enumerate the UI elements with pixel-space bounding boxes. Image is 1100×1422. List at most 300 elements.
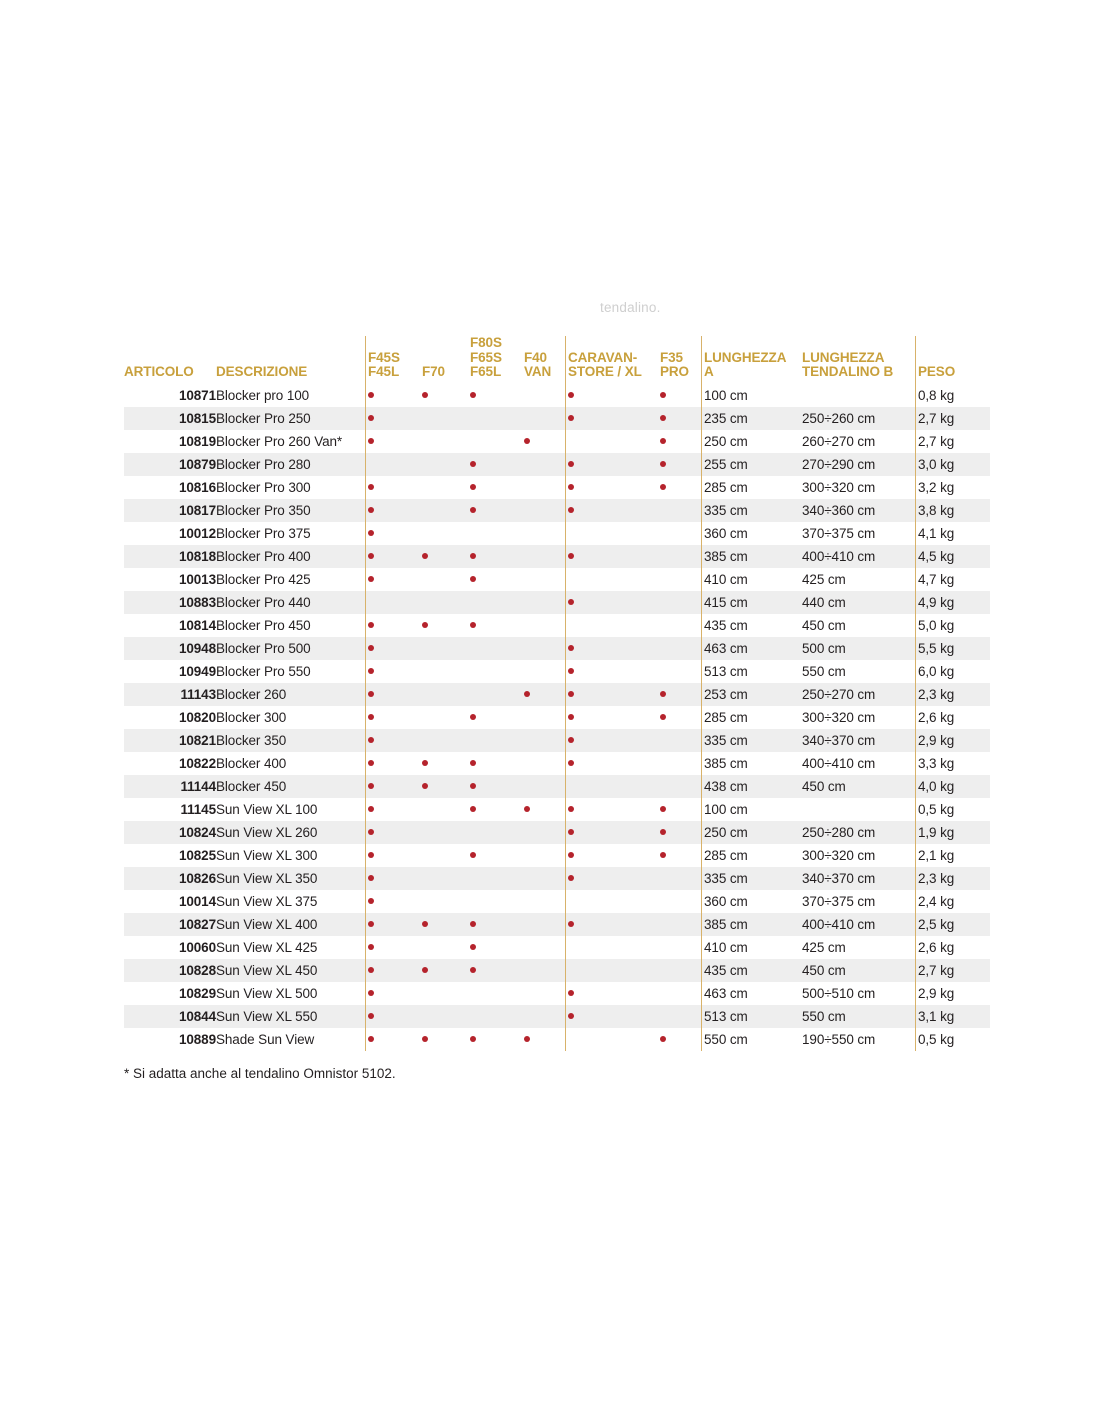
cell-compat-f45	[368, 913, 422, 936]
cell-lunghezza-a: 360 cm	[704, 890, 802, 913]
compatibility-dot-icon	[470, 783, 476, 789]
compatibility-dot-icon	[368, 530, 374, 536]
cell-compat-f70	[422, 476, 470, 499]
cell-peso: 2,9 kg	[918, 982, 990, 1005]
cell-lunghezza-a: 550 cm	[704, 1028, 802, 1051]
cell-peso: 3,1 kg	[918, 1005, 990, 1028]
cell-compat-f70	[422, 453, 470, 476]
cell-compat-f45	[368, 660, 422, 683]
cell-descrizione: Blocker Pro 550	[216, 660, 368, 683]
cell-compat-f45	[368, 614, 422, 637]
cell-peso: 0,5 kg	[918, 798, 990, 821]
cell-compat-f35	[660, 775, 704, 798]
cell-peso: 5,0 kg	[918, 614, 990, 637]
cell-compat-f35	[660, 522, 704, 545]
cell-compat-caravanstore	[568, 913, 660, 936]
cell-descrizione: Blocker Pro 500	[216, 637, 368, 660]
cell-compat-f35	[660, 591, 704, 614]
cell-peso: 3,2 kg	[918, 476, 990, 499]
cell-compat-f80	[470, 545, 524, 568]
cell-peso: 4,5 kg	[918, 545, 990, 568]
cell-compat-f40	[524, 384, 568, 407]
col-header-f45: F45S F45L	[368, 349, 400, 380]
cell-compat-f35	[660, 568, 704, 591]
cell-peso: 5,5 kg	[918, 637, 990, 660]
cell-compat-f35	[660, 1005, 704, 1028]
cell-compat-f40	[524, 453, 568, 476]
cell-compat-caravanstore	[568, 844, 660, 867]
col-header-f40-van: F40 VAN	[524, 349, 552, 380]
compatibility-dot-icon	[568, 714, 574, 720]
cell-lunghezza-a: 250 cm	[704, 821, 802, 844]
table-row	[124, 775, 990, 798]
table-row	[124, 821, 990, 844]
col-header-f35-pro: F35 PRO	[660, 349, 689, 380]
cell-compat-f40	[524, 407, 568, 430]
cell-compat-f70	[422, 384, 470, 407]
cell-lunghezza-b: 550 cm	[802, 660, 918, 683]
cell-articolo: 10817	[124, 499, 216, 522]
cell-lunghezza-b: 440 cm	[802, 591, 918, 614]
compatibility-dot-icon	[568, 1013, 574, 1019]
cell-compat-caravanstore	[568, 545, 660, 568]
cell-lunghezza-b: 400÷410 cm	[802, 752, 918, 775]
col-header-peso: PESO	[918, 364, 956, 380]
cell-descrizione: Sun View XL 550	[216, 1005, 368, 1028]
table-row	[124, 729, 990, 752]
cell-compat-f70	[422, 798, 470, 821]
cell-compat-f70	[422, 706, 470, 729]
cell-compat-f35	[660, 545, 704, 568]
table-body	[124, 384, 990, 1051]
compatibility-dot-icon	[422, 1036, 428, 1042]
compatibility-dot-icon	[568, 760, 574, 766]
cell-peso: 2,4 kg	[918, 890, 990, 913]
cell-lunghezza-b: 450 cm	[802, 959, 918, 982]
cell-lunghezza-a: 415 cm	[704, 591, 802, 614]
compatibility-dot-icon	[368, 553, 374, 559]
compatibility-dot-icon	[660, 392, 666, 398]
cell-compat-caravanstore	[568, 798, 660, 821]
cell-articolo: 10889	[124, 1028, 216, 1051]
cell-peso: 6,0 kg	[918, 660, 990, 683]
cell-compat-f80	[470, 591, 524, 614]
cell-compat-f40	[524, 729, 568, 752]
col-header-descrizione: DESCRIZIONE	[216, 364, 308, 380]
table-row	[124, 1005, 990, 1028]
product-spec-table	[124, 336, 990, 1051]
cell-lunghezza-b	[802, 798, 918, 821]
cell-compat-f45	[368, 844, 422, 867]
cell-lunghezza-b: 300÷320 cm	[802, 844, 918, 867]
cell-lunghezza-b: 400÷410 cm	[802, 913, 918, 936]
table-row	[124, 798, 990, 821]
cell-compat-f80	[470, 476, 524, 499]
table-row	[124, 522, 990, 545]
cell-compat-f45	[368, 384, 422, 407]
cell-compat-f40	[524, 913, 568, 936]
cell-compat-f35	[660, 430, 704, 453]
cell-compat-f70	[422, 1005, 470, 1028]
cell-compat-f45	[368, 637, 422, 660]
compatibility-dot-icon	[368, 507, 374, 513]
cell-compat-f70	[422, 568, 470, 591]
cell-compat-f40	[524, 798, 568, 821]
cell-compat-f45	[368, 752, 422, 775]
cell-lunghezza-b: 425 cm	[802, 936, 918, 959]
cell-articolo: 10824	[124, 821, 216, 844]
compatibility-dot-icon	[568, 553, 574, 559]
compatibility-dot-icon	[368, 806, 374, 812]
compatibility-dot-icon	[368, 829, 374, 835]
compatibility-dot-icon	[422, 760, 428, 766]
cell-lunghezza-b: 190÷550 cm	[802, 1028, 918, 1051]
compatibility-dot-icon	[368, 1036, 374, 1042]
cell-peso: 2,3 kg	[918, 683, 990, 706]
cell-compat-caravanstore	[568, 660, 660, 683]
col-header-f80-f65: F80S F65S F65L	[470, 335, 502, 380]
cell-compat-f70	[422, 775, 470, 798]
col-header-lunghezza-a: LUNGHEZZA A	[704, 349, 787, 380]
compatibility-dot-icon	[470, 484, 476, 490]
cell-compat-f70	[422, 729, 470, 752]
cell-compat-f45	[368, 982, 422, 1005]
cell-compat-f35	[660, 821, 704, 844]
compatibility-dot-icon	[422, 553, 428, 559]
compatibility-dot-icon	[368, 944, 374, 950]
compatibility-dot-icon	[568, 806, 574, 812]
table-row	[124, 959, 990, 982]
column-rule-left	[365, 336, 366, 1051]
cell-compat-caravanstore	[568, 522, 660, 545]
compatibility-dot-icon	[660, 415, 666, 421]
compatibility-dot-icon	[368, 415, 374, 421]
cell-peso: 2,6 kg	[918, 936, 990, 959]
cell-lunghezza-a: 435 cm	[704, 959, 802, 982]
cell-compat-caravanstore	[568, 683, 660, 706]
cell-compat-f45	[368, 729, 422, 752]
cell-compat-f70	[422, 959, 470, 982]
column-rule-right	[701, 336, 702, 1051]
cell-compat-f80	[470, 384, 524, 407]
cell-descrizione: Sun View XL 260	[216, 821, 368, 844]
compatibility-dot-icon	[368, 1013, 374, 1019]
compatibility-dot-icon	[470, 507, 476, 513]
cell-compat-f45	[368, 476, 422, 499]
cell-compat-f80	[470, 821, 524, 844]
compatibility-dot-icon	[568, 392, 574, 398]
cell-articolo: 10820	[124, 706, 216, 729]
cell-compat-f70	[422, 867, 470, 890]
cell-compat-f40	[524, 476, 568, 499]
compatibility-dot-icon	[470, 461, 476, 467]
cell-lunghezza-b: 425 cm	[802, 568, 918, 591]
cell-compat-f70	[422, 499, 470, 522]
cell-compat-f70	[422, 913, 470, 936]
cell-lunghezza-a: 285 cm	[704, 706, 802, 729]
cell-compat-f40	[524, 683, 568, 706]
cell-lunghezza-a: 335 cm	[704, 729, 802, 752]
cell-lunghezza-a: 100 cm	[704, 798, 802, 821]
compatibility-dot-icon	[422, 392, 428, 398]
table-row	[124, 913, 990, 936]
table-row	[124, 1028, 990, 1051]
cell-compat-f80	[470, 798, 524, 821]
cell-lunghezza-b: 500 cm	[802, 637, 918, 660]
compatibility-dot-icon	[568, 921, 574, 927]
cell-compat-f40	[524, 545, 568, 568]
cell-descrizione: Blocker Pro 450	[216, 614, 368, 637]
cell-compat-f80	[470, 637, 524, 660]
cell-compat-caravanstore	[568, 867, 660, 890]
table-row	[124, 407, 990, 430]
compatibility-dot-icon	[660, 1036, 666, 1042]
compatibility-dot-icon	[470, 553, 476, 559]
compatibility-dot-icon	[568, 415, 574, 421]
cell-compat-f45	[368, 430, 422, 453]
col-header-articolo: ARTICOLO	[124, 364, 194, 380]
cell-articolo: 10814	[124, 614, 216, 637]
cell-compat-f80	[470, 683, 524, 706]
cell-articolo: 10828	[124, 959, 216, 982]
table-row	[124, 591, 990, 614]
cell-compat-f45	[368, 821, 422, 844]
cell-lunghezza-a: 435 cm	[704, 614, 802, 637]
cell-lunghezza-a: 100 cm	[704, 384, 802, 407]
cell-compat-f35	[660, 637, 704, 660]
cell-compat-f45	[368, 683, 422, 706]
cell-compat-f70	[422, 844, 470, 867]
compatibility-dot-icon	[660, 461, 666, 467]
cell-peso: 2,6 kg	[918, 706, 990, 729]
cell-compat-caravanstore	[568, 568, 660, 591]
cell-compat-f80	[470, 913, 524, 936]
cell-compat-f35	[660, 890, 704, 913]
cell-descrizione: Sun View XL 500	[216, 982, 368, 1005]
cell-compat-f40	[524, 637, 568, 660]
cell-compat-f40	[524, 867, 568, 890]
cell-compat-caravanstore	[568, 706, 660, 729]
cell-compat-f35	[660, 660, 704, 683]
compatibility-dot-icon	[660, 714, 666, 720]
cell-compat-f70	[422, 683, 470, 706]
cell-peso: 4,1 kg	[918, 522, 990, 545]
cell-articolo: 10883	[124, 591, 216, 614]
cell-compat-f40	[524, 706, 568, 729]
compatibility-dot-icon	[368, 691, 374, 697]
cell-compat-f40	[524, 591, 568, 614]
cell-lunghezza-a: 253 cm	[704, 683, 802, 706]
cell-compat-f45	[368, 890, 422, 913]
compatibility-dot-icon	[568, 829, 574, 835]
cell-compat-caravanstore	[568, 1005, 660, 1028]
cell-compat-f70	[422, 591, 470, 614]
cell-lunghezza-a: 360 cm	[704, 522, 802, 545]
cell-compat-f35	[660, 384, 704, 407]
cell-compat-f40	[524, 752, 568, 775]
cell-lunghezza-b: 450 cm	[802, 775, 918, 798]
cell-descrizione: Blocker Pro 440	[216, 591, 368, 614]
cell-lunghezza-a: 385 cm	[704, 913, 802, 936]
spec-table-container	[124, 336, 990, 1051]
table-row	[124, 453, 990, 476]
cell-compat-f40	[524, 522, 568, 545]
compatibility-dot-icon	[470, 806, 476, 812]
cell-compat-f35	[660, 683, 704, 706]
cell-articolo: 10871	[124, 384, 216, 407]
cell-descrizione: Blocker Pro 375	[216, 522, 368, 545]
cell-articolo: 10822	[124, 752, 216, 775]
cell-compat-f70	[422, 1028, 470, 1051]
compatibility-dot-icon	[422, 783, 428, 789]
compatibility-dot-icon	[470, 921, 476, 927]
cell-compat-caravanstore	[568, 959, 660, 982]
cell-compat-f80	[470, 775, 524, 798]
compatibility-dot-icon	[368, 875, 374, 881]
compatibility-dot-icon	[368, 783, 374, 789]
compatibility-dot-icon	[568, 737, 574, 743]
cell-compat-f80	[470, 660, 524, 683]
cell-descrizione: Blocker 400	[216, 752, 368, 775]
cell-descrizione: Blocker Pro 260 Van*	[216, 430, 368, 453]
cell-lunghezza-b: 250÷280 cm	[802, 821, 918, 844]
compatibility-dot-icon	[368, 760, 374, 766]
compatibility-dot-icon	[568, 645, 574, 651]
compatibility-dot-icon	[568, 668, 574, 674]
cell-articolo: 10014	[124, 890, 216, 913]
cell-compat-f80	[470, 867, 524, 890]
cell-compat-f80	[470, 407, 524, 430]
cell-peso: 2,9 kg	[918, 729, 990, 752]
cell-compat-f80	[470, 982, 524, 1005]
cell-lunghezza-b: 400÷410 cm	[802, 545, 918, 568]
cell-articolo: 10948	[124, 637, 216, 660]
compatibility-dot-icon	[422, 921, 428, 927]
compatibility-dot-icon	[524, 1036, 530, 1042]
table-row	[124, 706, 990, 729]
compatibility-dot-icon	[368, 576, 374, 582]
cell-articolo: 10012	[124, 522, 216, 545]
compatibility-dot-icon	[368, 990, 374, 996]
cell-articolo: 10949	[124, 660, 216, 683]
cell-compat-caravanstore	[568, 407, 660, 430]
cell-compat-f35	[660, 867, 704, 890]
cell-compat-caravanstore	[568, 821, 660, 844]
cell-compat-f80	[470, 1005, 524, 1028]
compatibility-dot-icon	[524, 438, 530, 444]
cell-compat-f40	[524, 660, 568, 683]
cell-articolo: 10879	[124, 453, 216, 476]
cell-compat-f70	[422, 821, 470, 844]
cell-articolo: 10821	[124, 729, 216, 752]
cell-compat-f35	[660, 959, 704, 982]
cell-lunghezza-a: 250 cm	[704, 430, 802, 453]
table-row	[124, 430, 990, 453]
cell-lunghezza-b: 340÷370 cm	[802, 729, 918, 752]
cell-compat-f40	[524, 821, 568, 844]
cell-peso: 2,5 kg	[918, 913, 990, 936]
cell-lunghezza-b: 300÷320 cm	[802, 706, 918, 729]
compatibility-dot-icon	[368, 852, 374, 858]
cell-compat-f45	[368, 867, 422, 890]
cell-compat-f70	[422, 936, 470, 959]
compatibility-dot-icon	[368, 967, 374, 973]
compatibility-dot-icon	[470, 852, 476, 858]
cell-compat-f45	[368, 1005, 422, 1028]
cell-compat-f35	[660, 499, 704, 522]
table-row	[124, 660, 990, 683]
table-row	[124, 568, 990, 591]
cell-compat-caravanstore	[568, 499, 660, 522]
cell-compat-f40	[524, 936, 568, 959]
cell-descrizione: Blocker Pro 425	[216, 568, 368, 591]
cell-lunghezza-a: 513 cm	[704, 660, 802, 683]
col-header-f70: F70	[422, 364, 445, 380]
cell-articolo: 11143	[124, 683, 216, 706]
cell-descrizione: Sun View XL 425	[216, 936, 368, 959]
compatibility-dot-icon	[368, 898, 374, 904]
cell-compat-caravanstore	[568, 453, 660, 476]
cell-compat-f45	[368, 798, 422, 821]
cell-compat-f45	[368, 936, 422, 959]
compatibility-dot-icon	[422, 622, 428, 628]
cell-compat-f40	[524, 499, 568, 522]
compatibility-dot-icon	[568, 875, 574, 881]
cell-articolo: 10818	[124, 545, 216, 568]
compatibility-dot-icon	[660, 438, 666, 444]
compatibility-dot-icon	[368, 714, 374, 720]
cell-compat-f40	[524, 1005, 568, 1028]
table-row	[124, 936, 990, 959]
cell-peso: 3,0 kg	[918, 453, 990, 476]
cell-compat-f80	[470, 453, 524, 476]
compatibility-dot-icon	[368, 668, 374, 674]
cell-compat-f35	[660, 476, 704, 499]
column-rule-mid	[565, 336, 566, 1051]
cell-peso: 1,9 kg	[918, 821, 990, 844]
cell-compat-f45	[368, 522, 422, 545]
cell-descrizione: Blocker Pro 280	[216, 453, 368, 476]
cell-compat-f35	[660, 614, 704, 637]
cell-compat-f80	[470, 522, 524, 545]
cell-descrizione: Blocker Pro 350	[216, 499, 368, 522]
cell-peso: 0,8 kg	[918, 384, 990, 407]
table-row	[124, 683, 990, 706]
cell-compat-f70	[422, 660, 470, 683]
cell-lunghezza-a: 335 cm	[704, 499, 802, 522]
cell-compat-caravanstore	[568, 614, 660, 637]
compatibility-dot-icon	[568, 852, 574, 858]
cell-compat-f70	[422, 890, 470, 913]
cell-articolo: 10844	[124, 1005, 216, 1028]
compatibility-dot-icon	[422, 967, 428, 973]
cell-peso: 3,8 kg	[918, 499, 990, 522]
cell-compat-f70	[422, 430, 470, 453]
compatibility-dot-icon	[470, 944, 476, 950]
cell-compat-caravanstore	[568, 1028, 660, 1051]
cell-lunghezza-b: 250÷270 cm	[802, 683, 918, 706]
table-row	[124, 844, 990, 867]
cell-compat-f35	[660, 982, 704, 1005]
cell-compat-caravanstore	[568, 775, 660, 798]
cell-compat-f35	[660, 798, 704, 821]
table-row	[124, 752, 990, 775]
cell-compat-caravanstore	[568, 936, 660, 959]
cell-compat-caravanstore	[568, 752, 660, 775]
cell-compat-f35	[660, 913, 704, 936]
cell-compat-f70	[422, 407, 470, 430]
compatibility-dot-icon	[568, 507, 574, 513]
